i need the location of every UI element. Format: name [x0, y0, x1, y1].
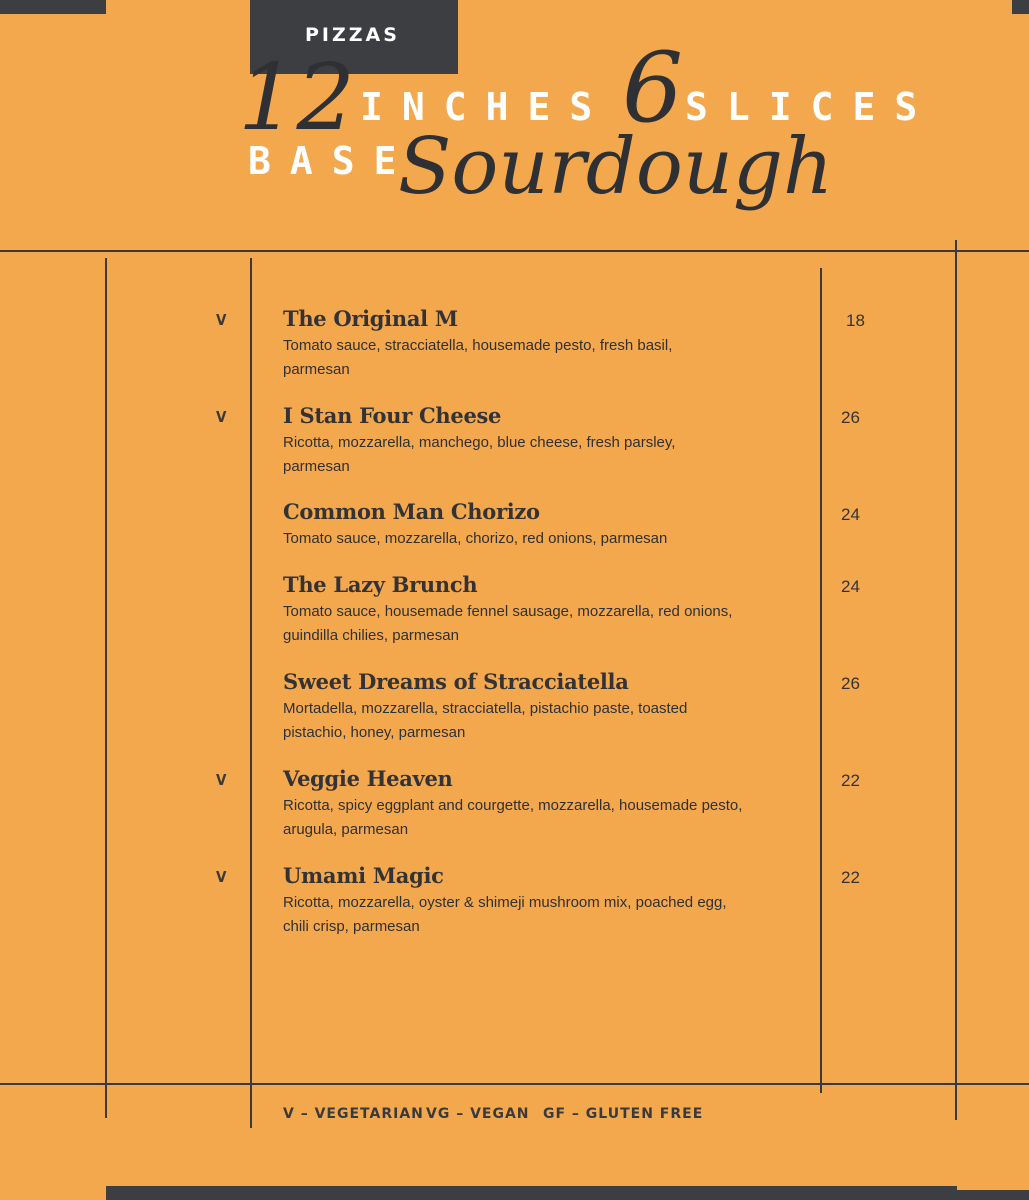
vegetarian-mark: V	[216, 311, 227, 329]
slice-label: SLICES	[685, 85, 937, 129]
legend-gluten-free: GF – GLUTEN FREE	[543, 1106, 704, 1122]
bottom-bar-decoration	[106, 1186, 957, 1200]
item-name: The Lazy Brunch	[283, 572, 478, 597]
item-price: 26	[841, 408, 860, 427]
item-name: Umami Magic	[283, 863, 444, 888]
item-price: 26	[841, 674, 860, 693]
item-price: 24	[841, 505, 860, 524]
base-label: BASE	[248, 139, 416, 183]
vegetarian-mark: V	[216, 868, 227, 886]
bottom-divider-line	[0, 1083, 1029, 1085]
slice-number: 6	[622, 32, 684, 144]
legend-vegetarian: V – VEGETARIAN	[283, 1106, 424, 1122]
item-price: 22	[841, 868, 860, 887]
vegetarian-mark: V	[216, 771, 227, 789]
item-price: 24	[841, 577, 860, 596]
item-description: Ricotta, mozzarella, manchego, blue cheese, fresh parsley, parmesan	[283, 434, 676, 475]
item-name: Sweet Dreams of Stracciatella	[283, 669, 629, 694]
frame-line-right	[955, 240, 957, 1120]
item-name: Veggie Heaven	[283, 766, 453, 791]
item-name: Common Man Chorizo	[283, 499, 540, 524]
size-label: INCHES	[360, 85, 612, 129]
item-price: 18	[846, 311, 865, 330]
section-title: PIZZAS	[305, 24, 400, 46]
item-name: I Stan Four Cheese	[283, 403, 502, 428]
frame-line-inner-right	[820, 268, 822, 1093]
top-bar-decoration	[0, 0, 106, 14]
frame-line-left	[105, 258, 107, 1118]
size-number: 12	[238, 44, 356, 151]
vegetarian-mark: V	[216, 408, 227, 426]
frame-line-inner-left	[250, 258, 252, 1128]
top-divider-line	[0, 250, 1029, 252]
item-description: Tomato sauce, stracciatella, housemade pesto, fresh basil, parmesan	[283, 337, 673, 378]
item-description: Ricotta, spicy eggplant and courgette, mozzarella, housemade pesto, arugula, parmesan	[283, 797, 743, 838]
item-description: Tomato sauce, mozzarella, chorizo, red onions, parmesan	[283, 530, 668, 547]
legend-vegan: VG – VEGAN	[426, 1106, 530, 1122]
base-type: Sourdough	[398, 122, 834, 212]
item-description: Ricotta, mozzarella, oyster & shimeji mushroom mix, poached egg, chili crisp, parmesan	[283, 894, 727, 935]
item-name: The Original M	[283, 306, 458, 331]
item-description: Tomato sauce, housemade fennel sausage, mozzarella, red onions, guindilla chilies, parmesan	[283, 603, 733, 644]
item-description: Mortadella, mozzarella, stracciatella, pistachio paste, toasted pistachio, honey, parmesan	[283, 700, 688, 741]
top-bar-decoration-right	[1012, 0, 1029, 14]
item-price: 22	[841, 771, 860, 790]
bottom-bar-decoration-right	[957, 1190, 1029, 1200]
